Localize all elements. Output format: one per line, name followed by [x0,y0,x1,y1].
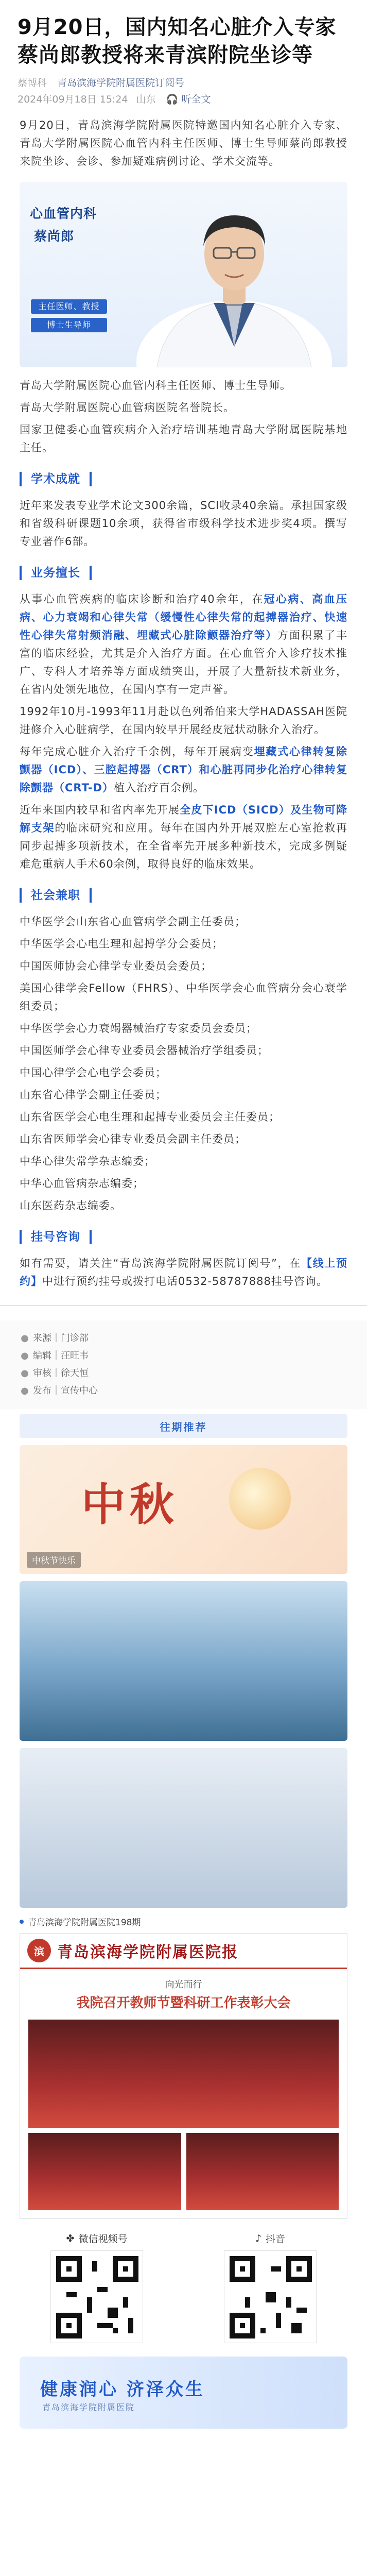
slogan-banner [20,2357,347,2429]
social-list [20,913,347,1215]
social-item: 中国心律学会心电学会委员； [20,1066,167,1079]
ceremony-photos [28,2133,339,2210]
expertise-paragraph-4 [20,801,347,873]
portrait-dept: 心血管内科 [30,206,97,221]
social-item: 中国医师协会心律学专业委员会委员； [20,960,212,972]
expertise-paragraph-3 [20,743,347,797]
newspaper-header [20,1934,347,1969]
portrait-tag: 博士生导师 [31,318,107,332]
douyin-qr-box[interactable] [193,2231,347,2343]
expertise-highlight: 埋藏式心律转复除颤器（ICD）、三腔起搏器（CRT）和心脏再同步化治疗心律转复除颤器（CRT-D） [20,745,348,794]
newspaper-headline: 我院召开教师节暨科研工作表彰大会 [76,1995,291,2011]
article-meta-2 [18,92,349,107]
douyin-qr-code [224,2250,317,2343]
author-label: 蔡博科 [18,77,47,89]
expertise-text: 方面积累了丰富的临床经验，尤其是介入治疗方面。在心血管介入诊疗技术推广、专科人才培养等方面成绩突出，开展了大量新技术新业务，在省内处领先地位，在国内享有一定声誉。 [20,629,347,696]
doctor-portrait-card [20,182,347,367]
portrait-tags [31,299,107,336]
expertise-highlight: 冠心病、高血压病、心力衰竭和心律失常（缓慢性心律失常的起搏器治疗、快速性心律失常射频消融、埋藏式心脏除颤器治疗等） [20,593,347,641]
article-meta [18,75,349,91]
article-title: 9月20日，国内知名心脏介入专家蔡尚郎教授将来青滨附院坐诊等 [18,15,337,67]
moon-icon [229,1468,291,1530]
listen-button[interactable] [166,94,211,105]
expertise-text: 植入治疗百余例。 [114,782,205,794]
section-social-head [20,887,347,905]
social-item: 中华心律失常学杂志编委； [20,1155,155,1167]
section-social-title: 社会兼职 [20,888,92,903]
expertise-text: 从事心血管疾病的临床诊断和治疗40余年，在 [20,593,264,605]
register-link[interactable]: 【线上预约】 [20,1257,347,1287]
account-link[interactable]: 青岛滨海学院附属医院订阅号 [57,77,185,89]
social-item: 美国心律学会Fellow（FHRS）、中华医学会心血管病分会心衰学组委员； [20,982,347,1012]
bio-line: 青岛大学附属医院心血管病医院名誉院长。 [20,401,235,414]
expertise-highlight: 全皮下ICD（SICD）及生物可降解支架 [20,804,348,834]
newspaper-card[interactable] [20,1933,347,2219]
ceremony-photo [28,2020,339,2128]
wechat-qr-label: ✤ 微信视频号 [66,2232,128,2245]
social-item: 山东省医师学会心律专业委员会副主任委员； [20,1133,246,1145]
newspaper-body [20,1969,347,2218]
newspaper-sub: 向光而行 [165,1979,202,1990]
section-register-title: 挂号咨询 [20,1230,92,1244]
expertise-text: 近年来国内较早和省内率先开展 [20,804,180,816]
recommend-banner: 往期推荐 [20,1414,347,1438]
bottom-spacer [0,2429,367,2449]
douyin-icon: ♪ [255,2232,262,2244]
expertise-paragraph-2: 1992年10月-1993年11月赴以色列希伯来大学HADASSAH医院进修介入心脏病学，在国内较早开展经皮冠状动脉介入治疗。 [20,705,347,736]
expertise-paragraph-1 [20,590,347,699]
recommend-image-medical[interactable] [20,1748,347,1908]
academic-paragraph: 近年来发表专业学术论文300余篇，SCI收录40余篇。承担国家级和省级科研课题10余项，获得省市级科学技术进步奖4项。撰写专业著作6部。 [20,499,347,548]
bullet-icon [20,1920,24,1924]
headphone-icon: 🎧 [166,94,179,105]
credit-publish: ● 发布｜宣传中心 [20,1382,347,1400]
holiday-text: 中秋 [81,1479,178,1531]
publish-location: 山东 [136,94,156,105]
register-paragraph [20,1255,347,1291]
article-body [0,112,367,1291]
portrait-name: 蔡尚郎 [34,229,75,244]
content-divider [0,1305,367,1306]
publish-datetime: 2024年09月18日 15:24 [18,94,128,105]
dot-icon: ● [21,1385,29,1396]
credits-block [0,1320,367,1409]
holiday-caption: 中秋节快乐 [27,1552,81,1568]
social-item: 中国医师学会心律专业委员会器械治疗学组委员； [20,1044,269,1057]
social-item: 山东省医学会心电生理和起搏专业委员会主任委员； [20,1111,280,1123]
register-text: 如有需要，请关注“青岛滨海学院附属医院订阅号”，在 [20,1257,301,1269]
dot-icon: ● [21,1333,29,1344]
wechat-qr-box[interactable] [20,2231,174,2343]
expertise-text: 每年完成心脏介入治疗千余例，每年开展病变 [20,745,254,758]
ceremony-photo-left [28,2133,181,2210]
section-register-head [20,1228,347,1246]
issue-link-label: 青岛滨海学院附属医院198期 [28,1918,141,1928]
bio-line: 国家卫健委心血管疾病介入治疗培训基地青岛大学附属医院基地主任。 [20,423,347,454]
social-item: 中华医学会山东省心血管病学会副主任委员； [20,916,246,928]
article-header [0,0,367,112]
ceremony-photo-right [186,2133,339,2210]
credit-editor: ● 编辑｜汪旺韦 [20,1347,347,1365]
dot-icon: ● [21,1368,29,1379]
slogan-subtext: 青岛滨海学院附属医院 [42,2402,135,2412]
qr-pattern [51,2251,144,2344]
expertise-text: 的临床研究和应用。每年在国内外开展双腔左心室抢救再同步起搏多项新技术，在全省率先开展多种新技术，完成多例疑难危重病人手术60余例，取得良好的临床效果。 [20,822,348,870]
register-text: 中进行预约挂号或拨打电话0532-58787888挂号咨询。 [42,1275,328,1287]
doctor-photo [136,192,332,367]
qr-pattern [224,2251,317,2344]
dot-icon: ● [21,1350,29,1361]
section-academic-head [20,470,347,488]
qr-codes [20,2231,347,2343]
recommend-image-holiday[interactable] [20,1445,347,1574]
video-channel-icon: ✤ [66,2232,75,2244]
newspaper-title: 青岛滨海学院附属医院报 [57,1943,238,1961]
hospital-logo: 滨 [27,1939,51,1962]
section-expertise-head [20,564,347,582]
social-item: 中华医学会心力衰竭器械治疗专家委员会委员； [20,1022,257,1035]
douyin-qr-label: ♪ 抖音 [255,2232,286,2245]
issue-link[interactable] [20,1915,347,1928]
social-item: 中华心血管病杂志编委； [20,1177,144,1190]
social-item: 山东医药杂志编委。 [20,1199,121,1212]
portrait-tag: 主任医师、教授 [31,299,107,314]
bio-line: 青岛大学附属医院心血管内科主任医师、博士生导师。 [20,379,291,392]
credit-review: ● 审核｜徐天恒 [20,1365,347,1382]
intro-paragraph: 9月20日，青岛滨海学院附属医院特邀国内知名心脏介入专家、青岛大学附属医院心血管内科主任医师、博士生导师蔡尚郎教授来院坐诊、会诊、参加疑难病例讨论、学术交流等。 [20,119,347,167]
credit-source: ● 来源｜门诊部 [20,1330,347,1347]
campus-photo [20,1581,347,1741]
recommend-image-campus[interactable] [20,1581,347,1741]
wechat-qr-code [50,2250,143,2343]
social-item: 中华医学会心电生理和起搏学分会委员； [20,938,223,950]
medical-photo [20,1748,347,1908]
social-item: 山东省心律学会副主任委员； [20,1089,167,1101]
slogan-text: 健康润心 济泽众生 [40,2379,205,2400]
section-expertise-title: 业务擅长 [20,566,92,580]
section-academic-title: 学术成就 [20,472,92,486]
listen-label: 听全文 [181,94,211,105]
